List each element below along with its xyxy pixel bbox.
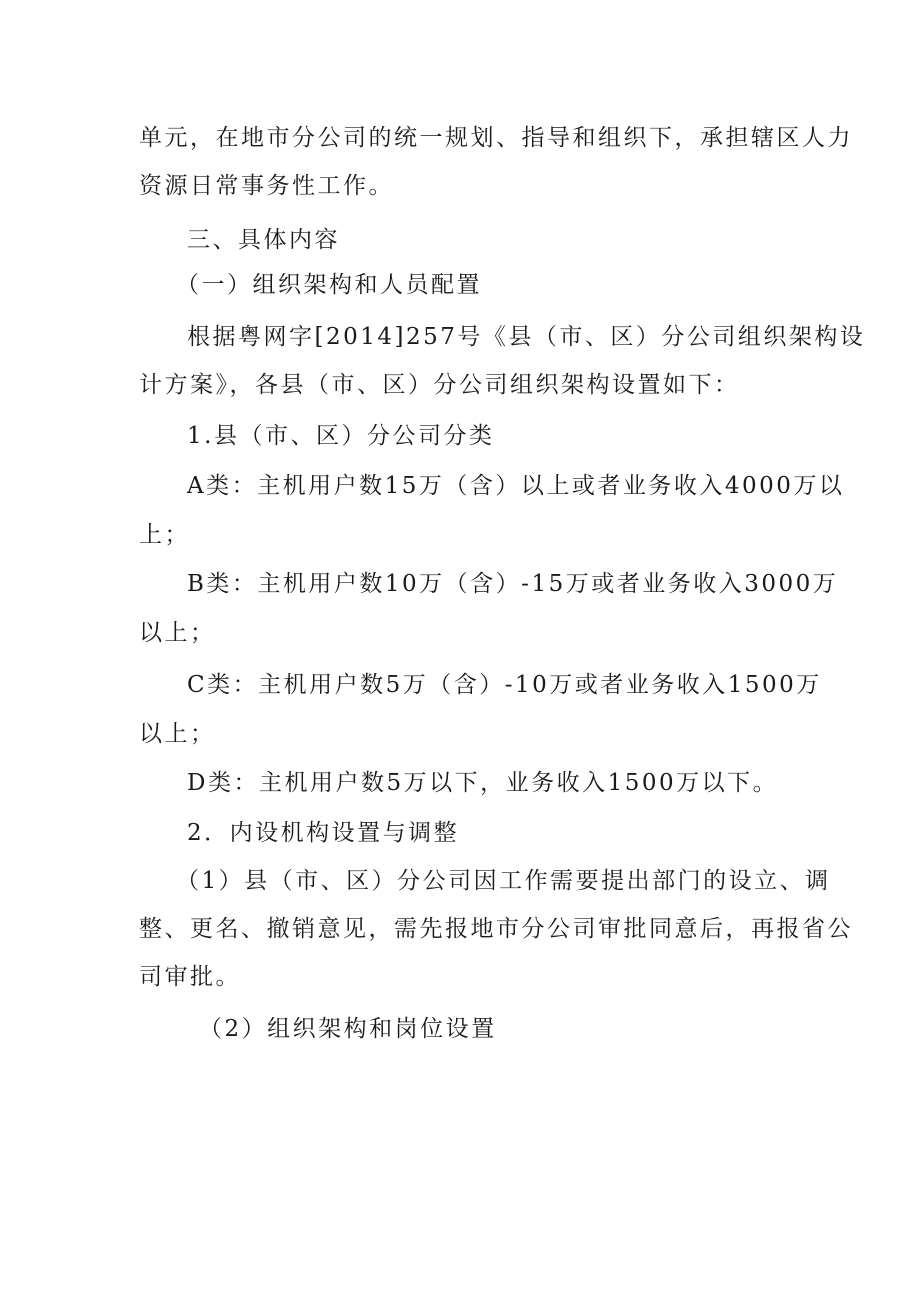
item-1-line-3: 司审批。 bbox=[139, 964, 241, 990]
category-c-line: C类：主机用户数5万（含）-10万或者业务收入1500万 bbox=[187, 672, 822, 698]
item-1-line-2: 整、更名、撤销意见，需先报地市分公司审批同意后，再报省公 bbox=[139, 916, 853, 942]
list-heading-1: 1.县（市、区）分公司分类 bbox=[187, 423, 495, 449]
paragraph-line-3: 根据粤网字[2014]257号《县（市、区）分公司组织架构设 bbox=[187, 324, 866, 350]
section-heading: 三、具体内容 bbox=[187, 227, 340, 253]
item-1-line-1: （1）县（市、区）分公司因工作需要提出部门的设立、调 bbox=[176, 868, 831, 894]
paragraph-line-1: 单元，在地市分公司的统一规划、指导和组织下，承担辖区人力 bbox=[139, 125, 853, 151]
list-heading-2: 2．内设机构设置与调整 bbox=[187, 820, 460, 846]
category-c-line-end: 以上； bbox=[139, 721, 216, 747]
category-b-line-end: 以上； bbox=[139, 620, 216, 646]
paragraph-line-2: 资源日常事务性工作。 bbox=[139, 173, 394, 199]
category-a-line-end: 上； bbox=[139, 522, 190, 548]
category-d-line: D类：主机用户数5万以下，业务收入1500万以下。 bbox=[187, 770, 779, 796]
item-2-line: （2）组织架构和岗位设置 bbox=[199, 1016, 497, 1042]
subsection-heading: （一）组织架构和人员配置 bbox=[176, 272, 482, 298]
paragraph-line-4: 计方案》，各县（市、区）分公司组织架构设置如下： bbox=[139, 372, 740, 398]
category-b-line: B类：主机用户数10万（含）-15万或者业务收入3000万 bbox=[187, 571, 839, 597]
category-a-line: A类：主机用户数15万（含）以上或者业务收入4000万以 bbox=[187, 473, 845, 499]
